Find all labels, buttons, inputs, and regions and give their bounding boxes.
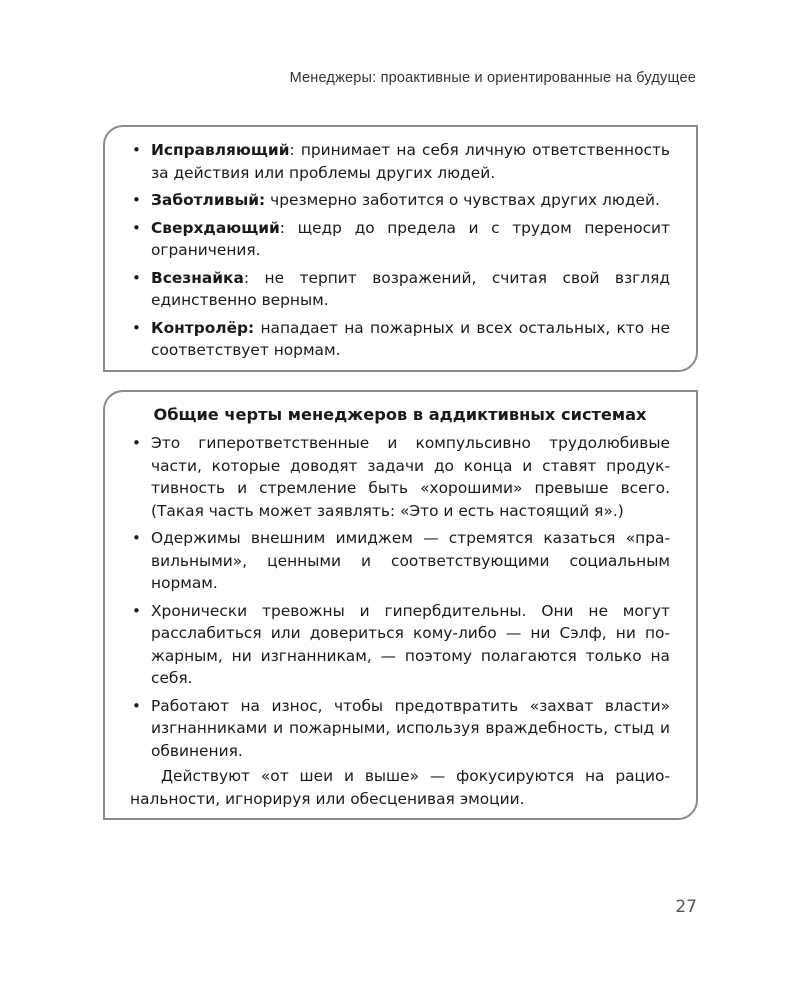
bullet-icon: • xyxy=(132,141,141,159)
closing-paragraph: Действуют «от шеи и выше» — фокусируются на рациональности, игнорируя или обесценивая эмоции. xyxy=(130,767,670,808)
term-description: нападает на пожарных и всех остальных, кто не соответствует нормам. xyxy=(151,318,670,359)
bullet-icon: • xyxy=(132,218,141,237)
separator: : xyxy=(289,141,301,159)
bullet-icon: • xyxy=(132,191,141,209)
list-item xyxy=(130,217,670,262)
common-traits-list xyxy=(130,432,670,762)
bullet-icon: • xyxy=(132,696,141,715)
page-number: 27 xyxy=(675,897,697,917)
term-label: Контролёр: xyxy=(151,318,255,337)
manager-types-box xyxy=(103,125,698,372)
separator: : xyxy=(279,218,298,237)
running-header: Менеджеры: проактивные и ориентированные на будущее xyxy=(289,70,696,86)
term-label: Сверхдающий xyxy=(151,218,280,237)
list-item xyxy=(130,527,670,595)
common-traits-content xyxy=(130,404,670,810)
list-item xyxy=(130,189,670,212)
trait-text: Одержимы внешним имиджем — стремятся казаться «правильными», ценными и соответствующими социальным нормам. xyxy=(151,529,670,592)
term-description: чрезмерно заботится о чувствах других людей. xyxy=(270,191,660,209)
common-traits-box xyxy=(103,390,698,820)
list-item xyxy=(130,317,670,362)
trait-text: Работают на износ, чтобы предотвратить «захват власти» изгнанниками и пожарными, используя враждебность, стыд и обвинения. xyxy=(151,696,670,760)
bullet-icon: • xyxy=(132,601,141,620)
term-label: Всезнайка xyxy=(151,268,244,287)
term-description: щедр до предела и с трудом переносит ограничения. xyxy=(151,218,670,259)
term-description: не терпит возражений, считая свой взгляд единственно верным. xyxy=(151,268,671,309)
term-description: принимает на себя личную ответственность за действия или проблемы других людей. xyxy=(151,141,671,182)
term-label: Заботливый: xyxy=(151,191,266,209)
separator: : xyxy=(243,268,265,287)
manager-types-list xyxy=(130,139,670,362)
trait-text: Хронически тревожны и гипербдительны. Они не могут расслабиться или довериться кому-либо — ни Сэлф, ни пожарным, ни изгнанникам, — поэтому полагаются только на себя. xyxy=(151,601,670,687)
bullet-icon: • xyxy=(132,268,141,287)
list-item xyxy=(130,600,670,690)
trait-text: Это гиперответственные и компульсивно трудолюбивые части, которые доводят задачи до конца и ставят продуктивность и стремление быть «хорошими» превыше всего. (Такая часть может заявлять: «Это и есть настоящий я».) xyxy=(151,434,670,520)
term-label: Исправляющий xyxy=(151,141,290,159)
bullet-icon: • xyxy=(132,434,141,452)
bullet-icon: • xyxy=(132,529,141,547)
list-item xyxy=(130,695,670,763)
bullet-icon: • xyxy=(132,318,141,337)
list-item xyxy=(130,267,670,312)
manager-types-content xyxy=(130,139,670,367)
list-item xyxy=(130,139,670,184)
list-item xyxy=(130,432,670,522)
box-title: Общие черты менеджеров в аддиктивных системах xyxy=(153,405,647,424)
